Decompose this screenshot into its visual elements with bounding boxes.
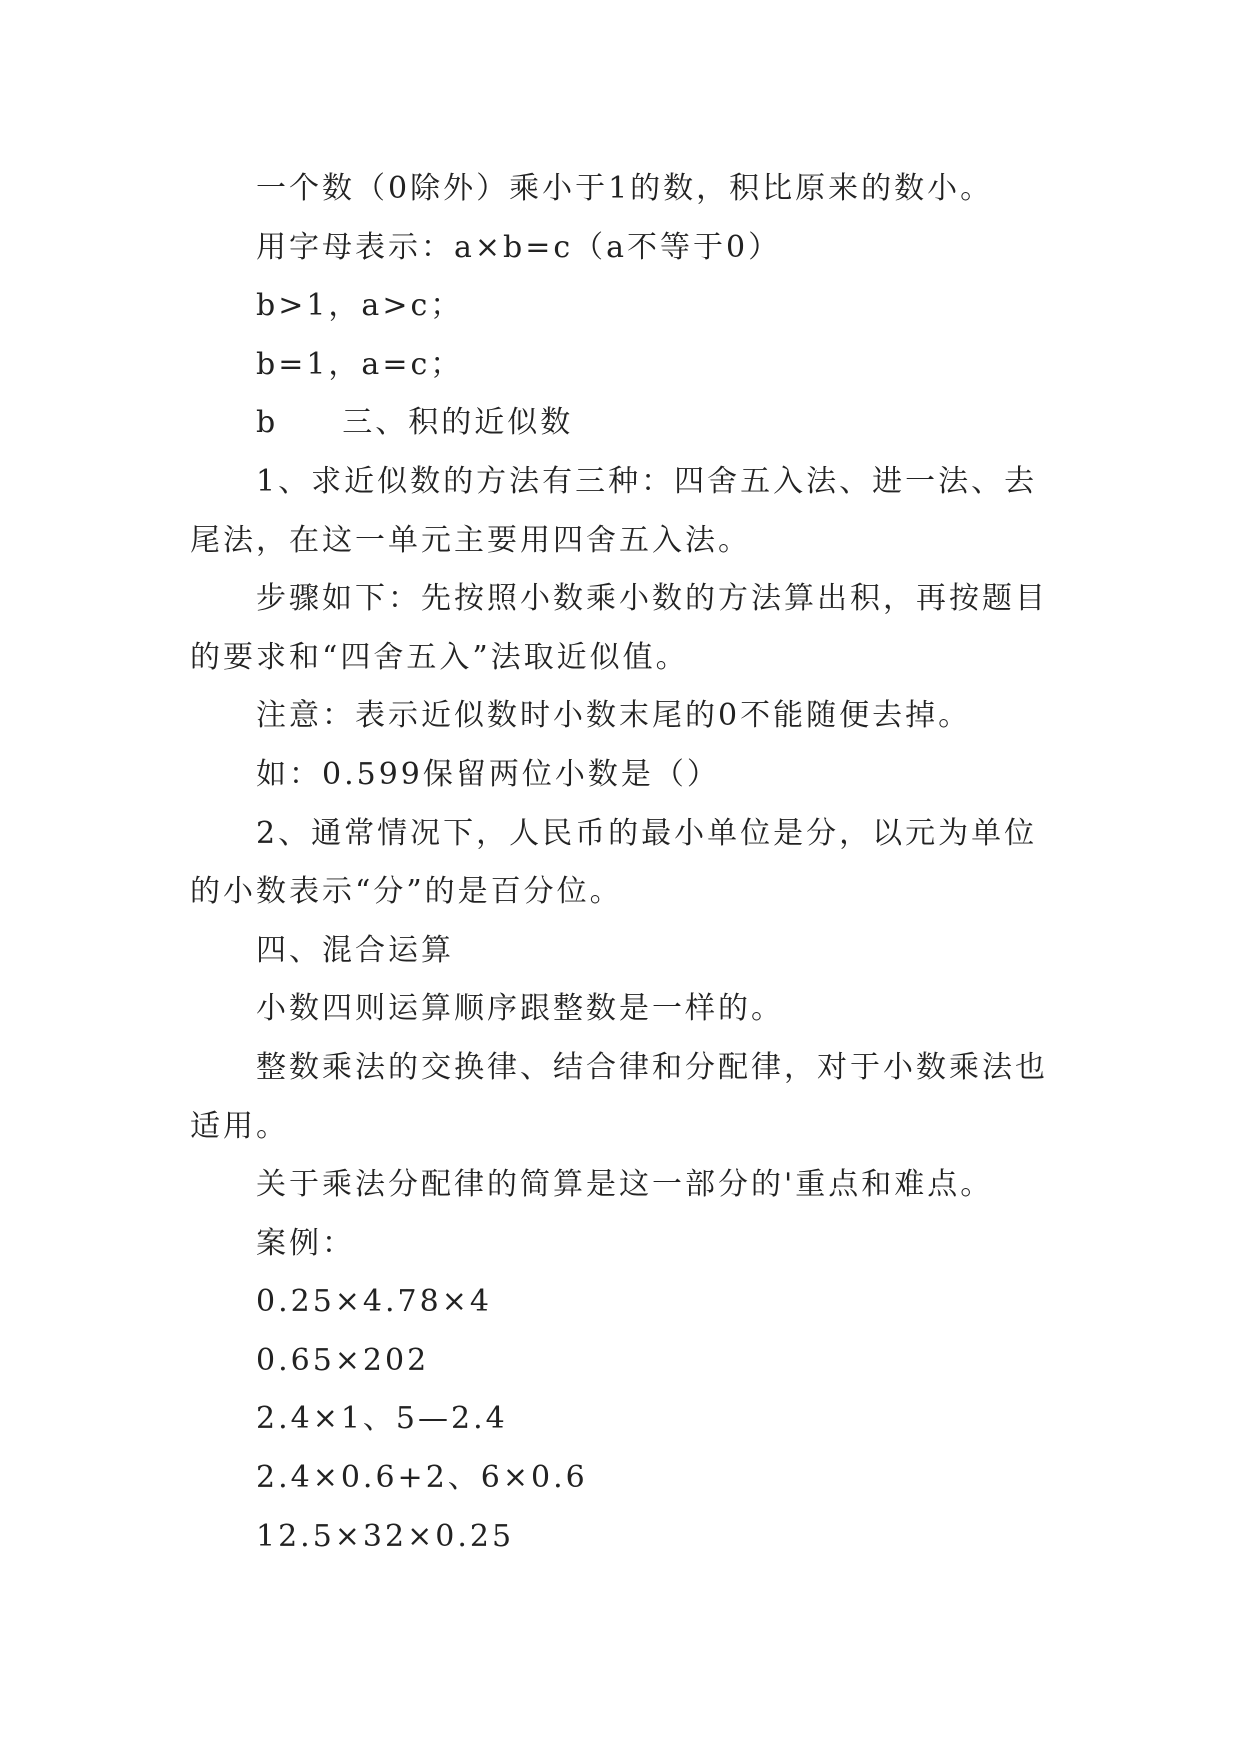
paragraph-laws: 整数乘法的交换律、结合律和分配律，对于小数乘法也 (256, 1049, 1048, 1085)
paragraph-currency-unit: 2、通常情况下，人民币的最小单位是分，以元为单位 (256, 815, 1038, 851)
paragraph-approximation-methods-cont: 尾法，在这一单元主要用四舍五入法。 (190, 522, 751, 558)
formula-b-fragment-with-heading (190, 394, 1070, 453)
paragraph-letter-notation: 用字母表示：a×b=c（a不等于0） (256, 229, 782, 265)
formula-b-greater-than-1: b>1，a>c； (256, 288, 464, 324)
formula-b-equals-1: b=1，a=c； (256, 346, 464, 382)
paragraph-distributive-focus: 关于乘法分配律的简算是这一部分的'重点和难点。 (256, 1167, 994, 1203)
paragraph-rule-less-than-one: 一个数（0除外）乘小于1的数，积比原来的数小。 (256, 171, 994, 206)
example-expression-5: 12.5×32×0.25 (256, 1518, 515, 1554)
paragraph-approximation-methods: 1、求近似数的方法有三种：四舍五入法、进一法、去 (256, 463, 1038, 499)
paragraph-steps-cont: 的要求和“四舍五入”法取近似值。 (190, 639, 689, 675)
paragraph-laws-cont: 适用。 (190, 1108, 289, 1144)
example-expression-4: 2.4×0.6+2、6×0.6 (256, 1460, 588, 1496)
paragraph-note: 注意：表示近似数时小数末尾的0不能随便去掉。 (256, 698, 972, 734)
example-expression-2: 0.65×202 (256, 1342, 430, 1378)
formula-b-fragment: b (256, 405, 279, 441)
document-page (190, 160, 1070, 1566)
example-expression-1: 0.25×4.78×4 (256, 1284, 492, 1320)
paragraph-example-rounding: 如：0.599保留两位小数是（） (256, 756, 720, 792)
paragraph-operation-order: 小数四则运算顺序跟整数是一样的。 (256, 991, 784, 1027)
example-expression-3: 2.4×1、5—2.4 (256, 1401, 508, 1437)
section-heading-approximate-product: 三、积的近似数 (342, 405, 574, 441)
paragraph-currency-unit-cont: 的小数表示“分”的是百分位。 (190, 874, 623, 910)
examples-label: 案例： (256, 1225, 355, 1261)
paragraph-steps: 步骤如下：先按照小数乘小数的方法算出积，再按题目 (256, 581, 1048, 617)
section-heading-mixed-operations: 四、混合运算 (256, 932, 454, 968)
